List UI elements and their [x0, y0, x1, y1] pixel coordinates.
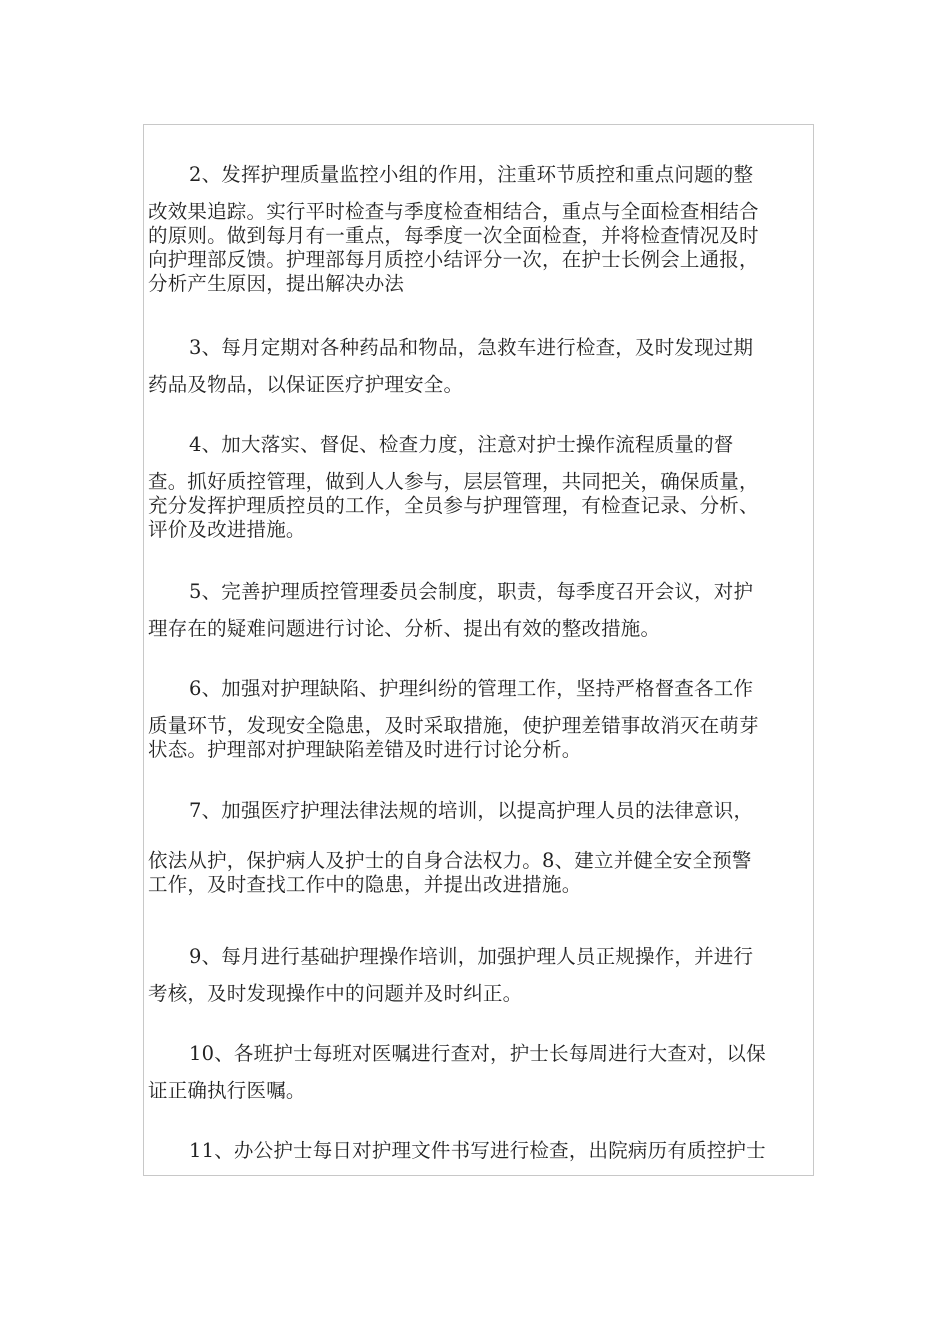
- paragraph-line: 查。抓好质控管理，做到人人参与，层层管理，共同把关，确保质量，: [148, 470, 759, 493]
- paragraph-line: 10、各班护士每班对医嘱进行查对，护士长每周进行大查对，以保: [189, 1042, 766, 1065]
- paragraph-line: 证正确执行医嘱。: [148, 1079, 306, 1102]
- paragraph-line: 2、发挥护理质量监控小组的作用，注重环节质控和重点问题的整: [189, 163, 754, 186]
- paragraph-line: 状态。护理部对护理缺陷差错及时进行讨论分析。: [148, 738, 582, 761]
- paragraph-line: 理存在的疑难问题进行讨论、分析、提出有效的整改措施。: [148, 617, 661, 640]
- paragraph-2: [148, 163, 814, 296]
- paragraph-line: 充分发挥护理质控员的工作，全员参与护理管理，有检查记录、分析、: [148, 494, 759, 517]
- paragraph-line: 依法从护，保护病人及护士的自身合法权力。8、建立并健全安全预警: [148, 849, 752, 872]
- paragraph-line: 4、加大落实、督促、检查力度，注意对护士操作流程质量的督: [189, 433, 734, 456]
- paragraph-3: [148, 336, 814, 397]
- paragraph-line: 7、加强医疗护理法律法规的培训，以提高护理人员的法律意识，: [189, 799, 754, 822]
- paragraph-line: 9、每月进行基础护理操作培训，加强护理人员正规操作，并进行: [189, 945, 754, 968]
- paragraph-4: [148, 433, 814, 542]
- paragraph-line: 6、加强对护理缺陷、护理纠纷的管理工作，坚持严格督查各工作: [189, 677, 754, 700]
- paragraph-line: 5、完善护理质控管理委员会制度，职责，每季度召开会议，对护: [189, 580, 754, 603]
- paragraph-9: [148, 945, 814, 1006]
- paragraph-line: 向护理部反馈。护理部每月质控小结评分一次，在护士长例会上通报，: [148, 248, 759, 271]
- paragraph-11: [148, 1139, 814, 1163]
- paragraph-line: 11、办公护士每日对护理文件书写进行检查，出院病历有质控护士: [189, 1139, 766, 1162]
- paragraph-line: 质量环节，发现安全隐患，及时采取措施，使护理差错事故消灭在萌芽: [148, 714, 759, 737]
- paragraph-line: 改效果追踪。实行平时检查与季度检查相结合，重点与全面检查相结合: [148, 200, 759, 223]
- paragraph-line: 的原则。做到每月有一重点，每季度一次全面检查，并将检查情况及时: [148, 224, 759, 247]
- paragraph-line: 考核，及时发现操作中的问题并及时纠正。: [148, 982, 523, 1005]
- paragraph-line: 3、每月定期对各种药品和物品，急救车进行检查，及时发现过期: [189, 336, 754, 359]
- document-page-frame: [143, 124, 814, 1176]
- paragraph-6: [148, 677, 814, 762]
- paragraph-line: 药品及物品，以保证医疗护理安全。: [148, 373, 464, 396]
- paragraph-10: [148, 1042, 814, 1103]
- paragraph-line: 工作，及时查找工作中的隐患，并提出改进措施。: [148, 873, 582, 896]
- paragraph-5: [148, 580, 814, 641]
- paragraph-line: 分析产生原因，提出解决办法: [148, 272, 405, 295]
- paragraph-7: [148, 799, 814, 897]
- paragraph-line: 评价及改进措施。: [148, 518, 306, 541]
